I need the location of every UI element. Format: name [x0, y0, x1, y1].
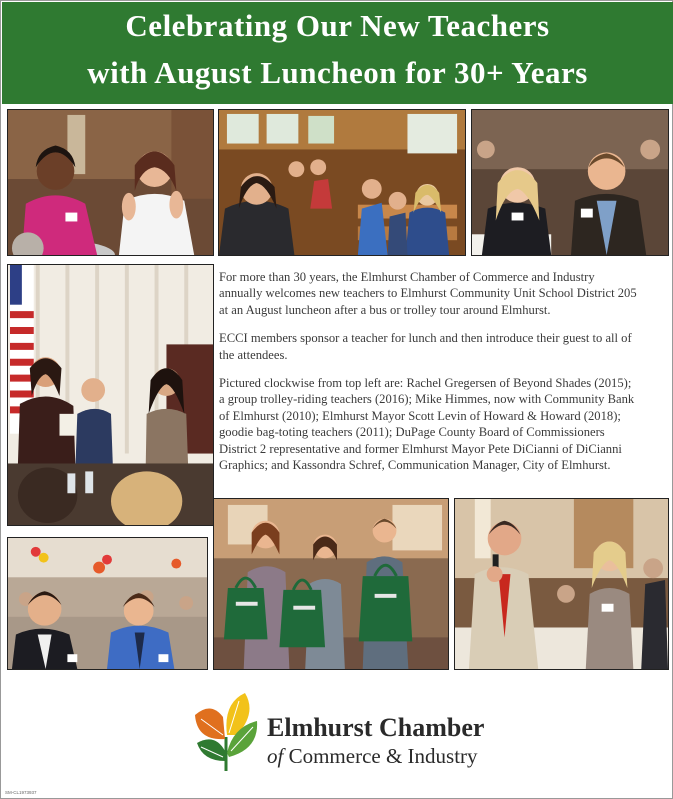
photo-mayor-scott-levin: [7, 264, 214, 526]
article-body: [219, 269, 639, 485]
ecci-leaf-logo-icon: [193, 691, 259, 775]
ecci-logo-commerce-industry: Commerce & Industry: [283, 744, 478, 768]
headline-line-2: with August Luncheon for 30+ Years: [87, 55, 588, 90]
ecci-logo-of: of: [267, 744, 284, 768]
headline-banner: [2, 2, 673, 104]
article-paragraph-captions: Pictured clockwise from top left are: Rachel Gregersen of Beyond Shades (2015); a group trolley-riding teachers (2016); Mike Himmes, now with Community Bank of Elmhurst (2010); Elmhurst Mayor Scott Levin of Howard & Howard (2018); goodie bag-toting teachers (2011); DuPage County Board of Commissioners District 2 representative and former Elmhurst Mayor Pete DiCianni of DiCianni Graphics; and Kassondra Schref, Communication Manager, City of Elmhurst.: [219, 376, 635, 473]
photo-goodie-bag-teachers: [213, 498, 449, 670]
ecci-logo-subtitle: [267, 744, 478, 769]
headline-line-1: Celebrating Our New Teachers: [125, 8, 550, 43]
article-paragraph-sponsor: ECCI members sponsor a teacher for lunch and then introduce their guest to all of the attendees.: [219, 331, 632, 362]
photo-rachel-gregersen: [7, 109, 214, 256]
photo-trolley-teachers: [218, 109, 466, 256]
ad-code: SM-CL1973937: [5, 790, 37, 795]
photo-pete-dicianni: [7, 537, 208, 670]
photo-mike-himmes: [471, 109, 669, 256]
article-paragraph-intro: For more than 30 years, the Elmhurst Chamber of Commerce and Industry annually welcomes new teachers to Elmhurst Community Unit School District 205 at an August luncheon after a bus or trolley tour around Elmhurst.: [219, 270, 637, 317]
ecci-logo-name: Elmhurst Chamber: [267, 713, 485, 742]
photo-kassondra-schref: [454, 498, 669, 670]
